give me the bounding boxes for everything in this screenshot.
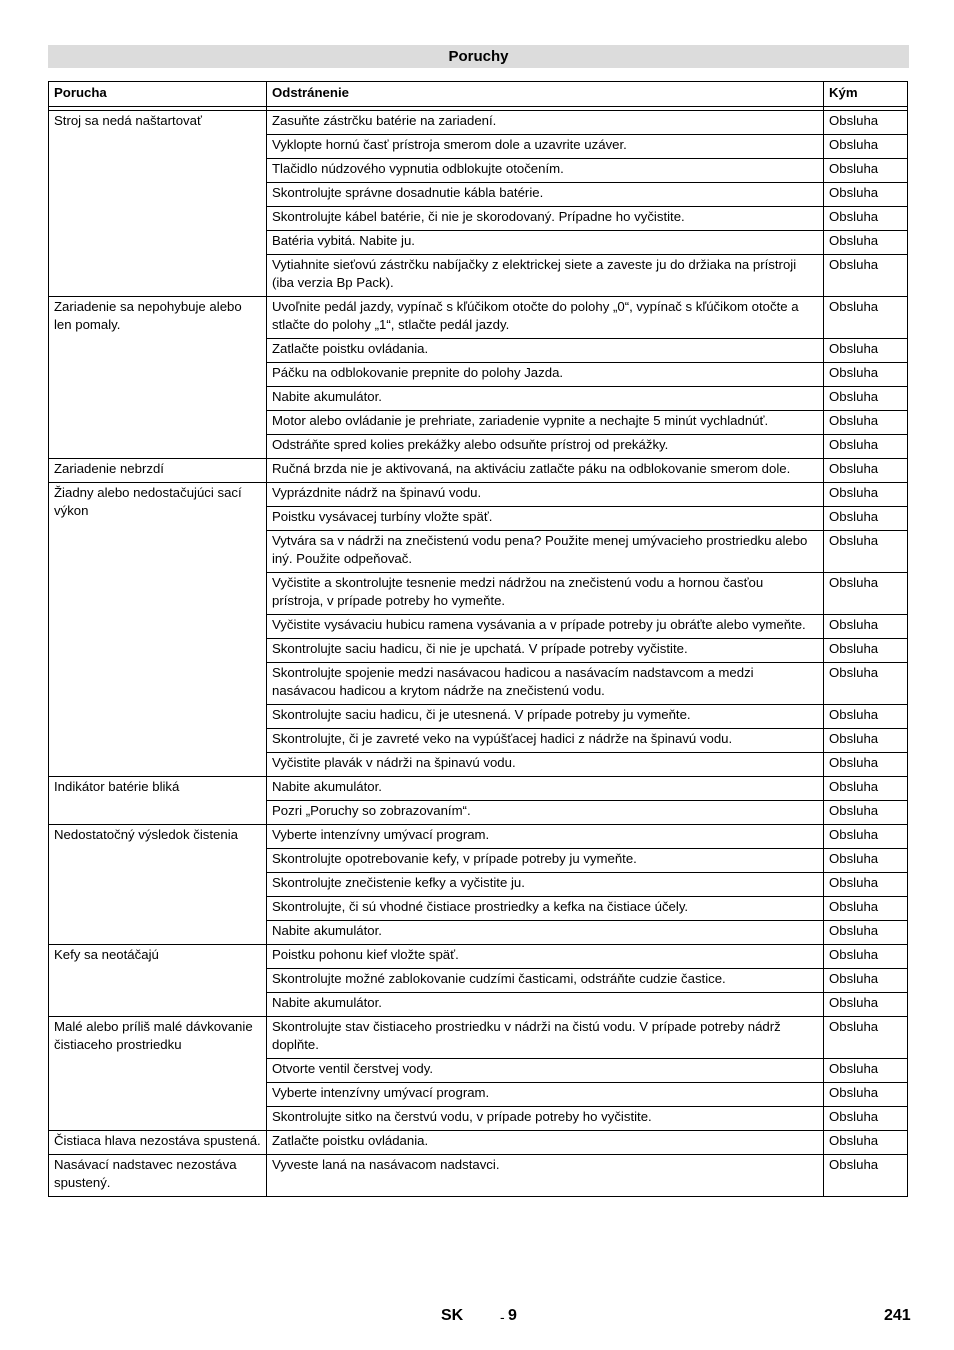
fault-cell: Nedostatočný výsledok čistenia: [49, 825, 267, 945]
page-number: 241: [884, 1307, 911, 1324]
remedy-cell: Vyčistite plavák v nádrži na špinavú vodu.: [267, 753, 824, 777]
remedy-cell: Páčku na odblokovanie prepnite do polohy Jazda.: [267, 363, 824, 387]
table-row: [49, 777, 908, 801]
responsible-cell: Obsluha: [824, 411, 908, 435]
responsible-cell: Obsluha: [824, 921, 908, 945]
responsible-cell: Obsluha: [824, 159, 908, 183]
responsible-cell: Obsluha: [824, 945, 908, 969]
remedy-cell: Vyklopte hornú časť prístroja smerom dole a uzavrite uzáver.: [267, 135, 824, 159]
fault-cell: Žiadny alebo nedostačujúci sací výkon: [49, 483, 267, 777]
table-body: [49, 111, 908, 1197]
responsible-cell: Obsluha: [824, 459, 908, 483]
footer-language: SK: [441, 1307, 464, 1324]
responsible-cell: Obsluha: [824, 993, 908, 1017]
table-row: [49, 483, 908, 507]
remedy-cell: Skontrolujte opotrebovanie kefy, v prípade potreby ju vymeňte.: [267, 849, 824, 873]
responsible-cell: Obsluha: [824, 573, 908, 615]
footer-separator: -: [500, 1309, 505, 1325]
fault-cell: Zariadenie nebrzdí: [49, 459, 267, 483]
responsible-cell: Obsluha: [824, 507, 908, 531]
remedy-cell: Vytvára sa v nádrži na znečistenú vodu pena? Použite menej umývacieho prostriedku alebo iný. Použite odpeňovač.: [267, 531, 824, 573]
responsible-cell: Obsluha: [824, 777, 908, 801]
remedy-cell: Poistku vysávacej turbíny vložte späť.: [267, 507, 824, 531]
remedy-cell: Vyprázdnite nádrž na špinavú vodu.: [267, 483, 824, 507]
remedy-cell: Skontrolujte možné zablokovanie cudzími časticami, odstráňte cudzie častice.: [267, 969, 824, 993]
responsible-cell: Obsluha: [824, 1107, 908, 1131]
remedy-cell: Odstráňte spred kolies prekážky alebo odsuňte prístroj od prekážky.: [267, 435, 824, 459]
responsible-cell: Obsluha: [824, 849, 908, 873]
fault-cell: Indikátor batérie bliká: [49, 777, 267, 825]
responsible-cell: Obsluha: [824, 231, 908, 255]
remedy-cell: Vyčistite a skontrolujte tesnenie medzi nádržou na znečistenú vodu a hornou časťou prístroja, v prípade potreby ho vymeňte.: [267, 573, 824, 615]
fault-cell: Nasávací nadstavec nezostáva spustený.: [49, 1155, 267, 1197]
responsible-cell: Obsluha: [824, 873, 908, 897]
responsible-cell: Obsluha: [824, 615, 908, 639]
responsible-cell: Obsluha: [824, 969, 908, 993]
fault-cell: Zariadenie sa nepohybuje alebo len pomaly.: [49, 297, 267, 459]
remedy-cell: Nabite akumulátor.: [267, 777, 824, 801]
fault-cell: Stroj sa nedá naštartovať: [49, 111, 267, 297]
responsible-cell: Obsluha: [824, 483, 908, 507]
responsible-cell: Obsluha: [824, 387, 908, 411]
responsible-cell: Obsluha: [824, 135, 908, 159]
fault-cell: Malé alebo príliš malé dávkovanie čistiaceho prostriedku: [49, 1017, 267, 1131]
remedy-cell: Otvorte ventil čerstvej vody.: [267, 1059, 824, 1083]
remedy-cell: Motor alebo ovládanie je prehriate, zariadenie vypnite a nechajte 5 minút vychladnúť.: [267, 411, 824, 435]
remedy-cell: Tlačidlo núdzového vypnutia odblokujte otočením.: [267, 159, 824, 183]
remedy-cell: Vyveste laná na nasávacom nadstavci.: [267, 1155, 824, 1197]
responsible-cell: Obsluha: [824, 639, 908, 663]
responsible-cell: Obsluha: [824, 1131, 908, 1155]
remedy-cell: Skontrolujte správne dosadnutie kábla batérie.: [267, 183, 824, 207]
column-header-fault: Porucha: [49, 82, 267, 107]
remedy-cell: Skontrolujte saciu hadicu, či nie je upchatá. V prípade potreby vyčistite.: [267, 639, 824, 663]
remedy-cell: Zatlačte poistku ovládania.: [267, 339, 824, 363]
responsible-cell: Obsluha: [824, 183, 908, 207]
fault-table: [48, 81, 908, 1197]
fault-cell: Kefy sa neotáčajú: [49, 945, 267, 1017]
responsible-cell: Obsluha: [824, 1155, 908, 1197]
responsible-cell: Obsluha: [824, 1083, 908, 1107]
table-row: [49, 945, 908, 969]
table-row: [49, 459, 908, 483]
responsible-cell: Obsluha: [824, 705, 908, 729]
remedy-cell: Nabite akumulátor.: [267, 387, 824, 411]
responsible-cell: Obsluha: [824, 363, 908, 387]
responsible-cell: Obsluha: [824, 111, 908, 135]
table-header: [49, 82, 908, 111]
section-title: Poruchy: [48, 45, 909, 68]
responsible-cell: Obsluha: [824, 531, 908, 573]
responsible-cell: Obsluha: [824, 297, 908, 339]
responsible-cell: Obsluha: [824, 1059, 908, 1083]
responsible-cell: Obsluha: [824, 801, 908, 825]
remedy-cell: Batéria vybitá. Nabite ju.: [267, 231, 824, 255]
remedy-cell: Skontrolujte, či je zavreté veko na vypúšťacej hadici z nádrže na špinavú vodu.: [267, 729, 824, 753]
responsible-cell: Obsluha: [824, 753, 908, 777]
responsible-cell: Obsluha: [824, 339, 908, 363]
table-row: [49, 1155, 908, 1197]
footer-section-number: 9: [508, 1307, 517, 1324]
remedy-cell: Zatlačte poistku ovládania.: [267, 1131, 824, 1155]
remedy-cell: Uvoľnite pedál jazdy, vypínač s kľúčikom otočte do polohy „0“, vypínač s kľúčikom otočte a stlačte do polohy „1“, stlačte pedál jazdy.: [267, 297, 824, 339]
remedy-cell: Nabite akumulátor.: [267, 921, 824, 945]
remedy-cell: Nabite akumulátor.: [267, 993, 824, 1017]
remedy-cell: Pozri „Poruchy so zobrazovaním“.: [267, 801, 824, 825]
remedy-cell: Skontrolujte spojenie medzi nasávacou hadicou a nasávacím nadstavcom a medzi nasávacou hadicou a krytom nádrže na znečistenú vodu.: [267, 663, 824, 705]
remedy-cell: Skontrolujte saciu hadicu, či je utesnená. V prípade potreby ju vymeňte.: [267, 705, 824, 729]
remedy-cell: Vyčistite vysávaciu hubicu ramena vysávania a v prípade potreby ju obráťte alebo vymeňte.: [267, 615, 824, 639]
remedy-cell: Poistku pohonu kief vložte späť.: [267, 945, 824, 969]
table-row: [49, 111, 908, 135]
remedy-cell: Vytiahnite sieťovú zástrčku nabíjačky z elektrickej siete a zaveste ju do držiaka na prístroji (iba verzia Bp Pack).: [267, 255, 824, 297]
responsible-cell: Obsluha: [824, 435, 908, 459]
table-row: [49, 1017, 908, 1059]
responsible-cell: Obsluha: [824, 825, 908, 849]
responsible-cell: Obsluha: [824, 255, 908, 297]
responsible-cell: Obsluha: [824, 663, 908, 705]
remedy-cell: Vyberte intenzívny umývací program.: [267, 825, 824, 849]
header-row: [49, 82, 908, 107]
remedy-cell: Skontrolujte stav čistiaceho prostriedku v nádrži na čistú vodu. V prípade potreby nádrž doplňte.: [267, 1017, 824, 1059]
column-header-by: Kým: [824, 82, 908, 107]
responsible-cell: Obsluha: [824, 1017, 908, 1059]
table-row: [49, 1131, 908, 1155]
table-row: [49, 297, 908, 339]
remedy-cell: Ručná brzda nie je aktivovaná, na aktiváciu zatlačte páku na odblokovanie smerom dole.: [267, 459, 824, 483]
remedy-cell: Skontrolujte kábel batérie, či nie je skorodovaný. Prípadne ho vyčistite.: [267, 207, 824, 231]
responsible-cell: Obsluha: [824, 729, 908, 753]
responsible-cell: Obsluha: [824, 207, 908, 231]
remedy-cell: Skontrolujte znečistenie kefky a vyčistite ju.: [267, 873, 824, 897]
fault-cell: Čistiaca hlava nezostáva spustená.: [49, 1131, 267, 1155]
remedy-cell: Skontrolujte, či sú vhodné čistiace prostriedky a kefka na čistiace účely.: [267, 897, 824, 921]
column-header-remedy: Odstránenie: [267, 82, 824, 107]
remedy-cell: Zasuňte zástrčku batérie na zariadení.: [267, 111, 824, 135]
remedy-cell: Vyberte intenzívny umývací program.: [267, 1083, 824, 1107]
responsible-cell: Obsluha: [824, 897, 908, 921]
remedy-cell: Skontrolujte sitko na čerstvú vodu, v prípade potreby ho vyčistite.: [267, 1107, 824, 1131]
table-row: [49, 825, 908, 849]
